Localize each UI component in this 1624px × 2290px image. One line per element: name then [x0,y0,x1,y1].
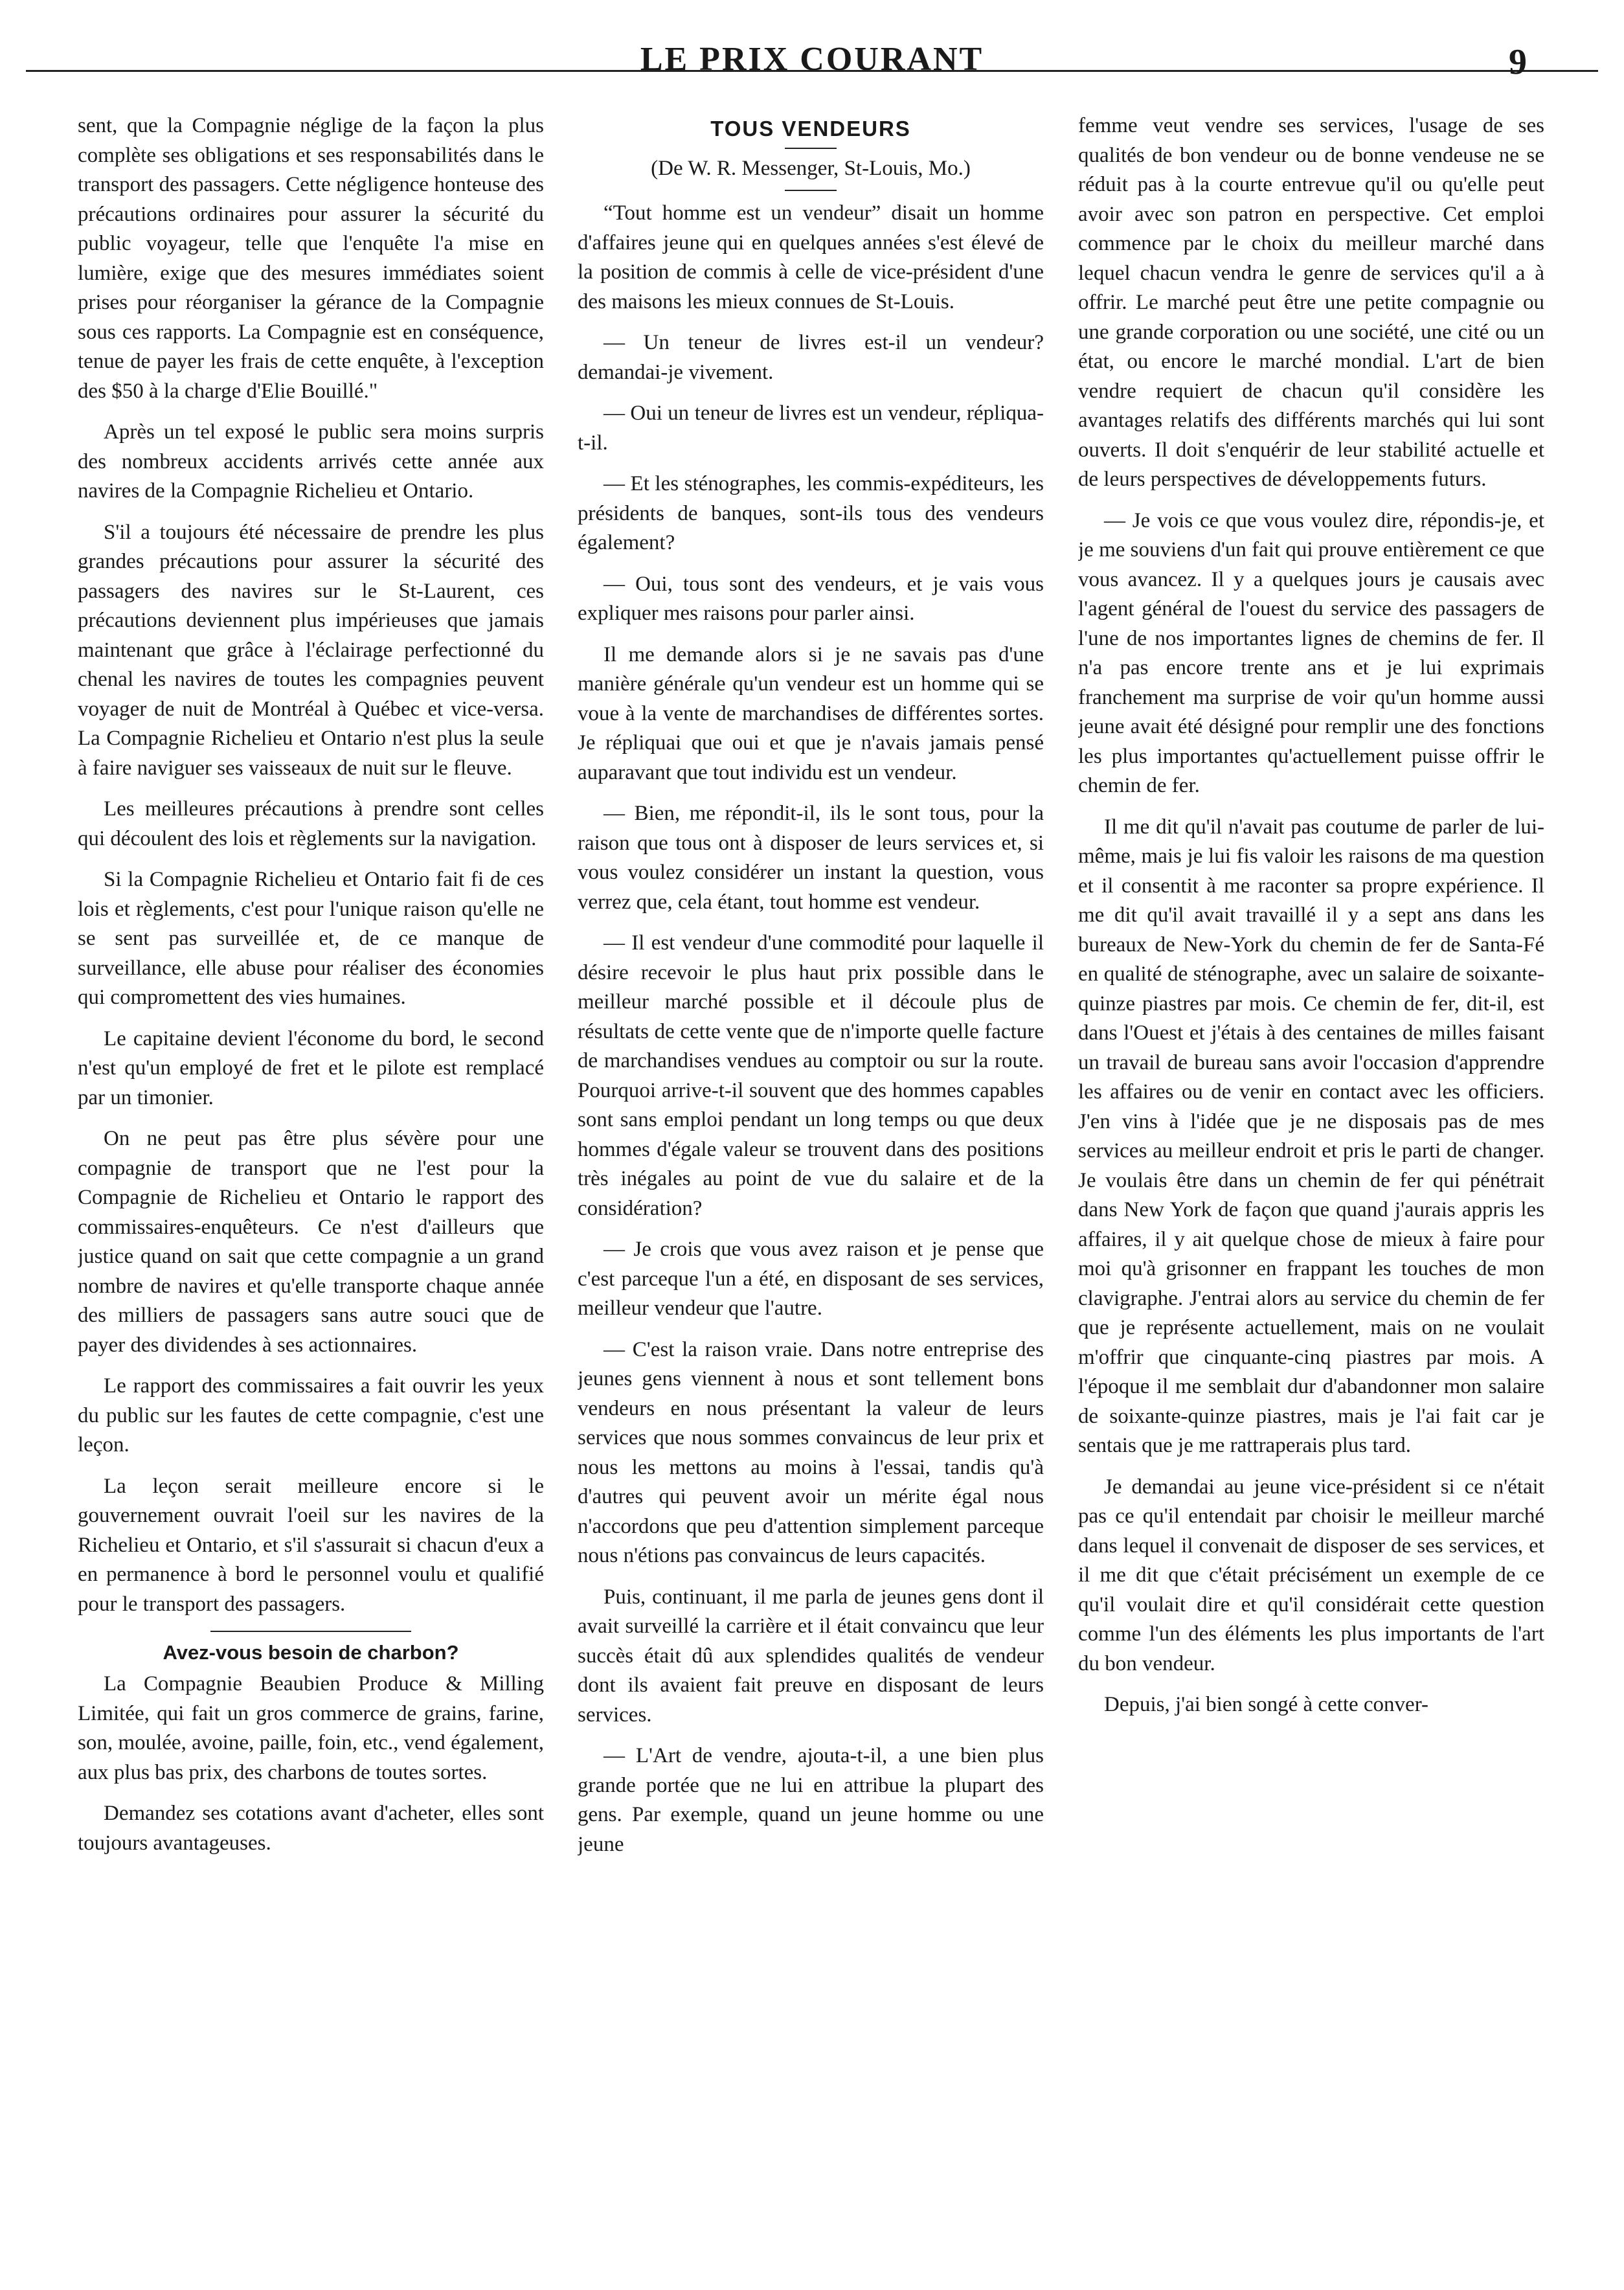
paragraph: Le rapport des commissaires a fait ouvrir les yeux du public sur les fautes de cette compagnie, c'est une leçon. [78,1374,544,1457]
column-3 [1078,111,1544,2249]
page-number: 9 [1509,42,1527,82]
paragraph: — Et les sténographes, les commis-expéditeurs, les présidents de banques, sont-ils tous des vendeurs également? [578,472,1044,554]
paragraph: Il me demande alors si je ne savais pas d'une manière générale qu'un vendeur est un homme qui se voue à la vente de marchandises de différentes sortes. Je répliquai que oui et que je n'avais jamais pensé auparavant que tout individu est un vendeur. [578,642,1044,784]
paragraph: “Tout homme est un vendeur” disait un homme d'affaires jeune qui en quelques années s'est élevé de la position de commis à celle de vice-président d'une des maisons les mieux connues de St-Louis. [578,201,1044,313]
paragraph: Le capitaine devient l'économe du bord, le second n'est qu'un employé de fret et le pilote est remplacé par un timonier. [78,1026,544,1109]
paragraph: — Je crois que vous avez raison et je pense que c'est parceque l'un a été, en disposant de ses services, meilleur vendeur que l'autre. [578,1238,1044,1320]
ad-paragraph: La Compagnie Beaubien Produce & Milling Limitée, qui fait un gros commerce de grains, farine, son, moulée, avoine, paille, foin, etc., vend également, aux plus bas prix, des charbons de toutes sortes. [78,1672,544,1784]
paragraph: S'il a toujours été nécessaire de prendre les plus grandes précautions pour assurer la sécurité des passagers des navires sur le St-Laurent, ces précautions deviennent plus impérieuses que jamais maintenant que grâce à l'éclairage perfectionné du chenal les navires de toutes les compagnies peuvent voyager de nuit de Montréal à Québec et vice-versa. La Compagnie Richelieu et Ontario n'est plus la seule à faire naviguer ses vaisseaux de nuit sur le fleuve. [78,520,544,780]
paragraph: — Je vois ce que vous voulez dire, répondis-je, et je me souviens d'un fait qui prouve entièrement ce que vous avancez. Il y a quelques jours je causais avec l'agent général de l'ouest du service des passagers de l'une de nos importantes lignes de chemins de fer. Il n'a pas encore trente ans et je lui exprimais franchement ma surprise de voir qu'un homme aussi jeune avait été désigné pour remplir une des fonctions les plus importantes qu'actuellement puisse offrir le chemin de fer. [1078,508,1544,797]
paragraph: — Il est vendeur d'une commodité pour laquelle il désire recevoir le plus haut prix possible dans le meilleur marché possible et il découle plus de résultats de cette vente que de n'importe quelle facture de marchandises vendues au comptoir ou sur la route. Pourquoi arrive-t-il souvent que des hommes capables sont sans emploi pendant un long temps ou que deux hommes d'égale valeur se trouvent dans des positions très inégales au point de vue du salaire et de la considération? [578,931,1044,1220]
paragraph: Il me dit qu'il n'avait pas coutume de parler de lui-même, mais je lui fis valoir les raisons de ma question et il consentit à me raconter sa propre expérience. Il me dit qu'il avait travaillé il y a sept ans dans les bureaux de New-York du chemin de fer de Santa-Fé en qualité de sténographe, avec un salaire de soixante-quinze piastres par mois. Ce chemin de fer, dit-il, est dans l'Ouest et j'étais à des centaines de milles faisant un travail de bureau sans avoir l'occasion d'apprendre les affaires ou de venir en contact avec les officiers. J'en vins à l'idée que je ne disposais pas de mes services au meilleur endroit et pris le parti de changer. Je voulais être dans un chemin de fer qui pénétrait dans New York de façon que quand j'aurais appris les affaires, il y ait quelque chose de mieux à faire pour moi qu'à grisonner en frappant les touches de mon clavigraphe. J'entrai alors au service du chemin de fer que je représente actuellement, mais on ne voulait m'offrir que cinquante-cinq piastres par mois. A l'époque il me semblait dur d'abandonner mon salaire de soixante-quinze piastres, mais je l'ai fait car je sentais que je me rattraperais plus tard. [1078,815,1544,1457]
column-1 [78,111,544,2249]
paragraph: — L'Art de vendre, ajouta-t-il, a une bien plus grande portée que ne lui en attribue la plupart des gens. Par exemple, quand un jeune homme ou une jeune [578,1744,1044,1856]
paragraph: — Oui, tous sont des vendeurs, et je vais vous expliquer mes raisons pour parler ainsi. [578,572,1044,625]
running-title: LE PRIX COURANT [640,41,984,78]
paragraph: femme veut vendre ses services, l'usage de ses qualités de bon vendeur ou de bonne vendeuse ne se réduit pas à la courte entrevue qu'il ou qu'elle peut avoir avec son patron en perspective. Cet emploi commence par le choix du meilleur marché dans lequel chacun vendra le genre de services qu'il a à offrir. Le marché peut être une petite compagnie ou une grande corporation ou une société, une cité ou un état, ou encore le marché mondial. L'art de bien vendre requiert de chacun qu'il considère les avantages relatifs des différents marchés qui lui sont ouverts. Il doit s'enquérir de leur stabilité actuelle et de leurs perspectives de développements futurs. [1078,114,1544,491]
paragraph: Depuis, j'ai bien songé à cette conver- [1104,1693,1429,1716]
byline-rule [785,190,837,191]
section-divider [210,1631,411,1632]
ad-paragraph: Demandez ses cotations avant d'acheter, elles sont toujours avantageuses. [78,1802,544,1855]
paragraph: Les meilleures précautions à prendre sont celles qui découlent des lois et règlements sur la navigation. [78,797,544,850]
paragraph: Après un tel exposé le public sera moins surpris des nombreux accidents arrivés cette année aux navires de la Compagnie Richelieu et Ontario. [78,420,544,503]
paragraph: sent, que la Compagnie néglige de la façon la plus complète ses obligations et ses responsabilités dans le transport des passagers. Cette négligence honteuse des précautions ordinaires pour assurer la sécurité du public voyageur, telle que l'enquête l'a mise en lumière, exige que des mesures immédiates soient prises pour réorganiser la gérance de la Compagnie sous ces rapports. La Compagnie est en conséquence, tenue de payer les frais de cette enquête, à l'exception des $50 à la charge d'Elie Bouillé." [78,114,544,403]
paragraph: Puis, continuant, il me parla de jeunes gens dont il avait surveillé la carrière et il était convaincu que leur succès était dû aux splendides qualités de vendeur dont ils avaient fait preuve en disposant de leurs services. [578,1585,1044,1727]
paragraph: La leçon serait meilleure encore si le gouvernement ouvrait l'oeil sur les navires de la Richelieu et Ontario, et s'il s'assurait si chacun d'eux a en permanence à bord le personnel voulu et qualifié pour le transport des passagers. [78,1474,544,1616]
paragraph: Je demandai au jeune vice-président si ce n'était pas ce qu'il entendait par choisir le meilleur marché dans lequel il convenait de disposer de ses services, et il me dit que c'était précisément un exemple de ce qu'il voulait dire et qu'il considérait cette question comme l'un des éléments les plus importants de l'art du bon vendeur. [1078,1475,1544,1675]
column-2 [578,111,1044,2249]
title-rule [785,148,837,149]
paragraph: On ne peut pas être plus sévère pour une compagnie de transport que ne l'est pour la Compagnie de Richelieu et Ontario le rapport des commissaires-enquêteurs. Ce n'est d'ailleurs que justice quand on sait que cette compagnie a un grand nombre de navires et qu'elle transporte chaque année des milliers de passagers sans autre souci que de payer des dividendes à ses actionnaires. [78,1127,544,1357]
paragraph: — Bien, me répondit-il, ils le sont tous, pour la raison que tous ont à disposer de leurs services et, si vous voulez considérer un instant la question, vous verrez que, cela étant, tout homme est vendeur. [578,802,1044,914]
paragraph: — Un teneur de livres est-il un vendeur? demandai-je vivement. [578,331,1044,384]
paragraph: — C'est la raison vraie. Dans notre entreprise des jeunes gens viennent à nous et sont tellement bons vendeurs en nous présentant la valeur de leurs services que nous sommes convaincus de leur prix et nous les mettons au moins à l'essai, tandis qu'à d'autres qui peuvent avoir un mérite égal nous n'accordons que peu d'attention simplement parceque nous n'étions pas convaincus de leurs capacités. [578,1337,1044,1567]
ad-title: Avez-vous besoin de charbon? [163,1641,459,1664]
article-title: TOUS VENDEURS [710,117,911,141]
paragraph: — Oui un teneur de livres est un vendeur, répliqua-t-il. [578,402,1044,455]
article-byline: (De W. R. Messenger, St-Louis, Mo.) [651,157,971,180]
paragraph: Si la Compagnie Richelieu et Ontario fait fi de ces lois et règlements, c'est pour l'unique raison qu'elle ne se sent pas surveillée et, de ce manque de surveillance, elle abuse pour réaliser des économies qui compromettent des vies humaines. [78,868,544,1009]
article-columns [78,111,1548,2249]
